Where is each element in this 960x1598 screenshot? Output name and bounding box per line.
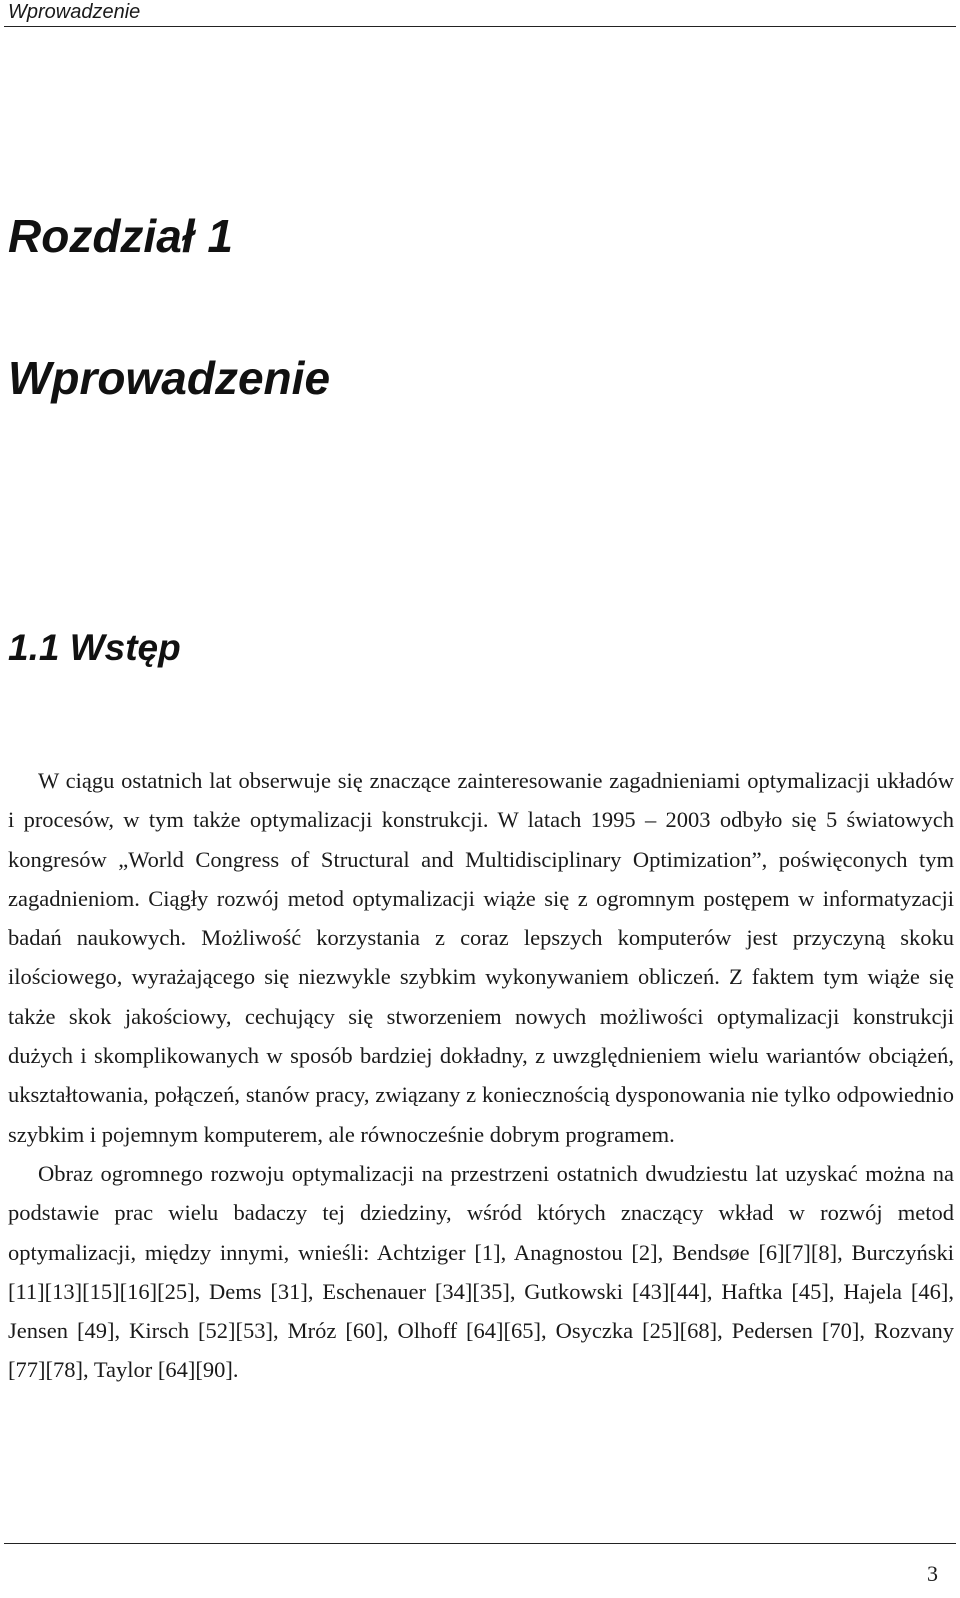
chapter-label: Rozdział 1: [8, 210, 233, 262]
footer-rule: [4, 1543, 956, 1544]
page-number: 3: [927, 1561, 938, 1586]
header-rule: [4, 26, 956, 27]
body-text: [8, 761, 954, 1390]
paragraph-intro: W ciągu ostatnich lat obserwuje się znaczące zainteresowanie zagadnieniami optymalizacji układów i procesów, w tym także optymalizacji konstrukcji. W latach 1995 – 2003 odbyło się 5 światowych kongresów „World Congress of Structural and Multidisciplinary Optimization”, poświęconych tym zagadnieniom. Ciągły rozwój metod optymalizacji wiąże się z ogromnym postępem w informatyzacji badań naukowych. Możliwość korzystania z coraz lepszych komputerów jest przyczyną skoku ilościowego, wyrażającego się niezwykle szybkim wykonywaniem obliczeń. Z faktem tym wiąże się także skok jakościowy, cechujący się stworzeniem nowych możliwości optymalizacji konstrukcji dużych i skomplikowanych w sposób bardziej dokładny, z uwzględnieniem wielu wariantów obciążeń, ukształtowania, połączeń, stanów pracy, związany z koniecznością dysponowania nie tylko odpowiednio szybkim i pojemnym komputerem, ale równocześnie dobrym programem.: [8, 768, 954, 1147]
paragraph-researchers: Obraz ogromnego rozwoju optymalizacji na przestrzeni ostatnich dwudziestu lat uzyskać można na podstawie prac wielu badaczy tej dziedziny, wśród których znaczący wkład w rozwój metod optymalizacji, między innymi, wnieśli: Achtziger [1], Anagnostou [2], Bendsøe [6][7][8], Burczyński [11][13][15][16][25], Dems [31], Eschenauer [34][35], Gutkowski [43][44], Haftka [45], Hajela [46], Jensen [49], Kirsch [52][53], Mróz [60], Olhoff [64][65], Osyczka [25][68], Pedersen [70], Rozvany [77][78], Taylor [64][90].: [8, 1160, 954, 1383]
section-heading: 1.1 Wstęp: [8, 627, 181, 668]
running-header: Wprowadzenie: [8, 1, 141, 23]
chapter-title: Wprowadzenie: [8, 352, 331, 404]
